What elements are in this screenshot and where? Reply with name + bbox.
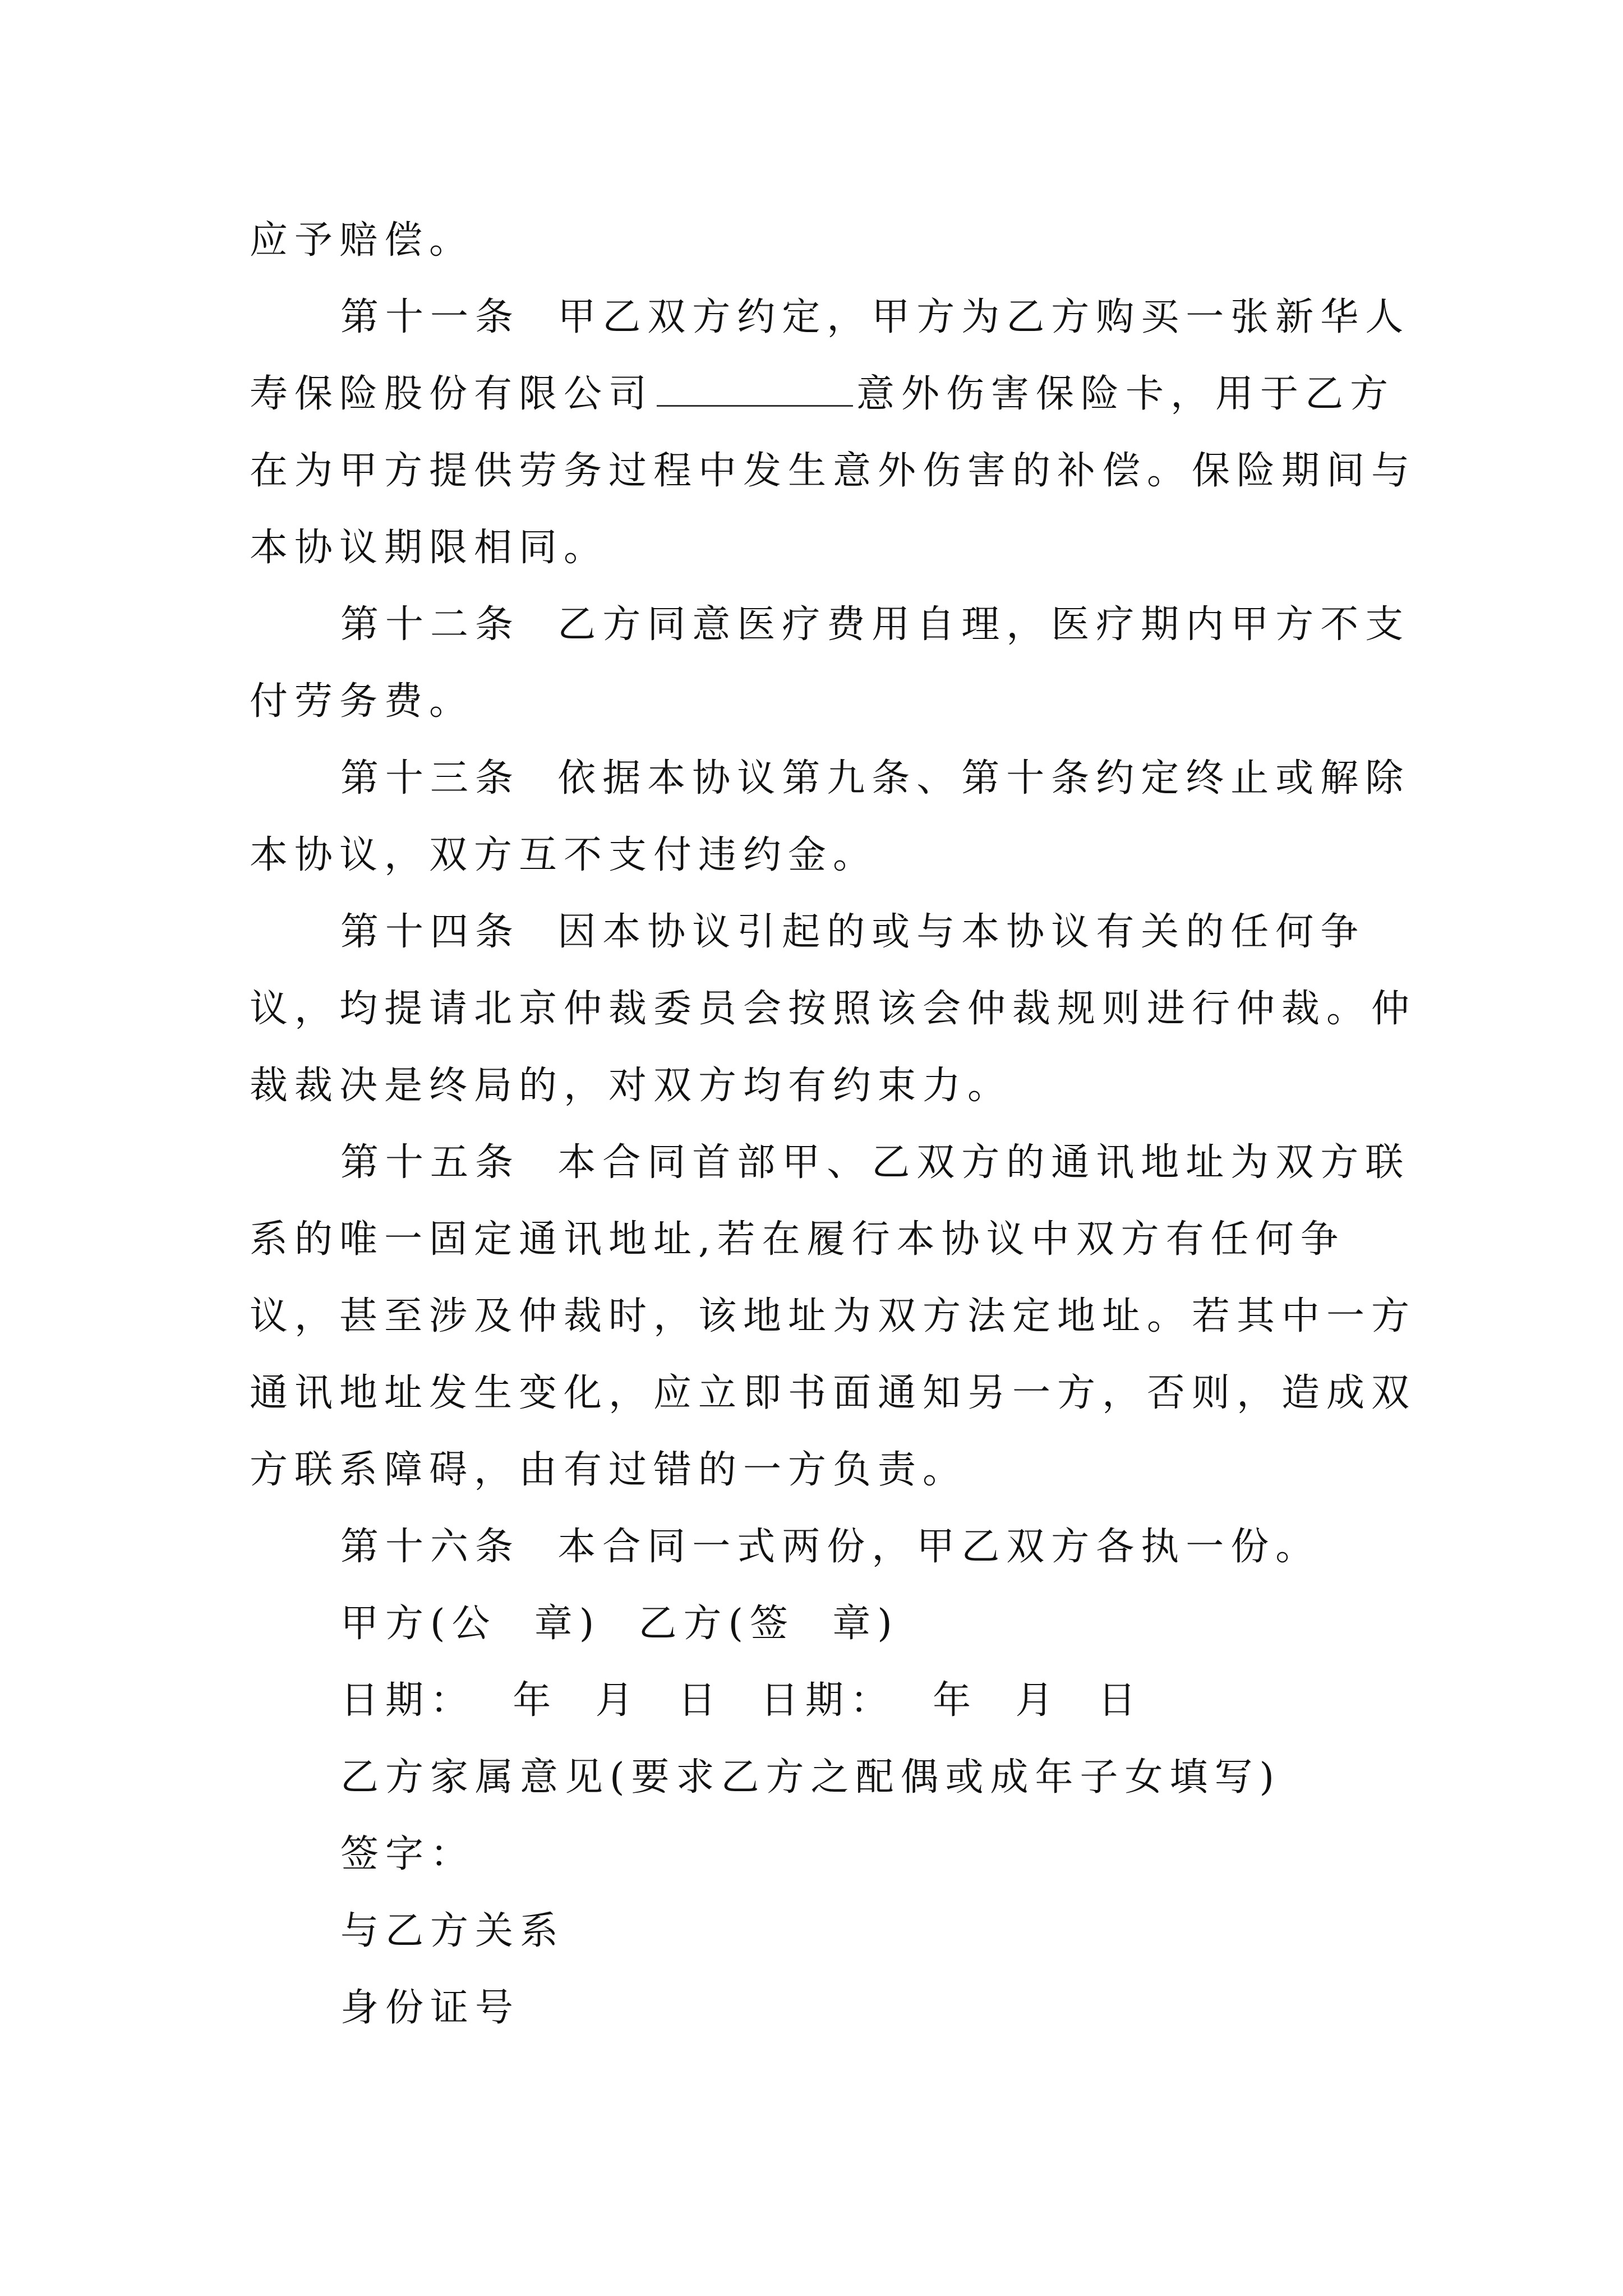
insurance-name-blank xyxy=(657,402,853,407)
family-relation-label: 与乙方关系 xyxy=(340,1909,565,1953)
article-11-text-b: 意外伤害保险卡，用于乙方在为甲方提供劳务过程中发生意外伤害的补偿。保险期间与本协议期限相同。 xyxy=(250,372,1417,570)
article-11-text-a: 第十一条 甲乙双方约定，甲方为乙方购买一张新华人寿保险股份有限公司 xyxy=(250,295,1410,416)
article-13: 第十三条 依据本协议第九条、第十条约定终止或解除本协议，双方互不支付违约金。 xyxy=(250,756,1410,877)
article-15: 第十五条 本合同首部甲、乙双方的通讯地址为双方联系的唯一固定通讯地址,若在履行本协议中双方有任何争议，甚至涉及仲裁时，该地址为双方法定地址。若其中一方通讯地址发生变化，应立即书面通知另一方，否则，造成双方联系障碍，由有过错的一方负责。 xyxy=(250,1140,1417,1492)
article-14: 第十四条 因本协议引起的或与本协议有关的任何争议，均提请北京仲裁委员会按照该会仲裁规则进行仲裁。仲裁裁决是终局的，对双方均有约束力。 xyxy=(250,910,1417,1108)
signature-dates: 日期： 年 月 日 日期： 年 月 日 xyxy=(340,1678,1143,1723)
article-11 xyxy=(250,279,1427,586)
family-id-number-label: 身份证号 xyxy=(340,1986,520,2030)
paragraph-compensation-end: 应予赔偿。 xyxy=(250,218,474,263)
article-12: 第十二条 乙方同意医疗费用自理，医疗期内甲方不支付劳务费。 xyxy=(250,602,1410,724)
article-16: 第十六条 本合同一式两份，甲乙双方各执一份。 xyxy=(340,1525,1321,1569)
family-opinion-label: 乙方家属意见(要求乙方之配偶或成年子女填写) xyxy=(340,1755,1281,1800)
family-sign-label: 签字： xyxy=(340,1832,476,1876)
signature-stamps: 甲方(公 章) 乙方(签 章) xyxy=(340,1602,899,1646)
